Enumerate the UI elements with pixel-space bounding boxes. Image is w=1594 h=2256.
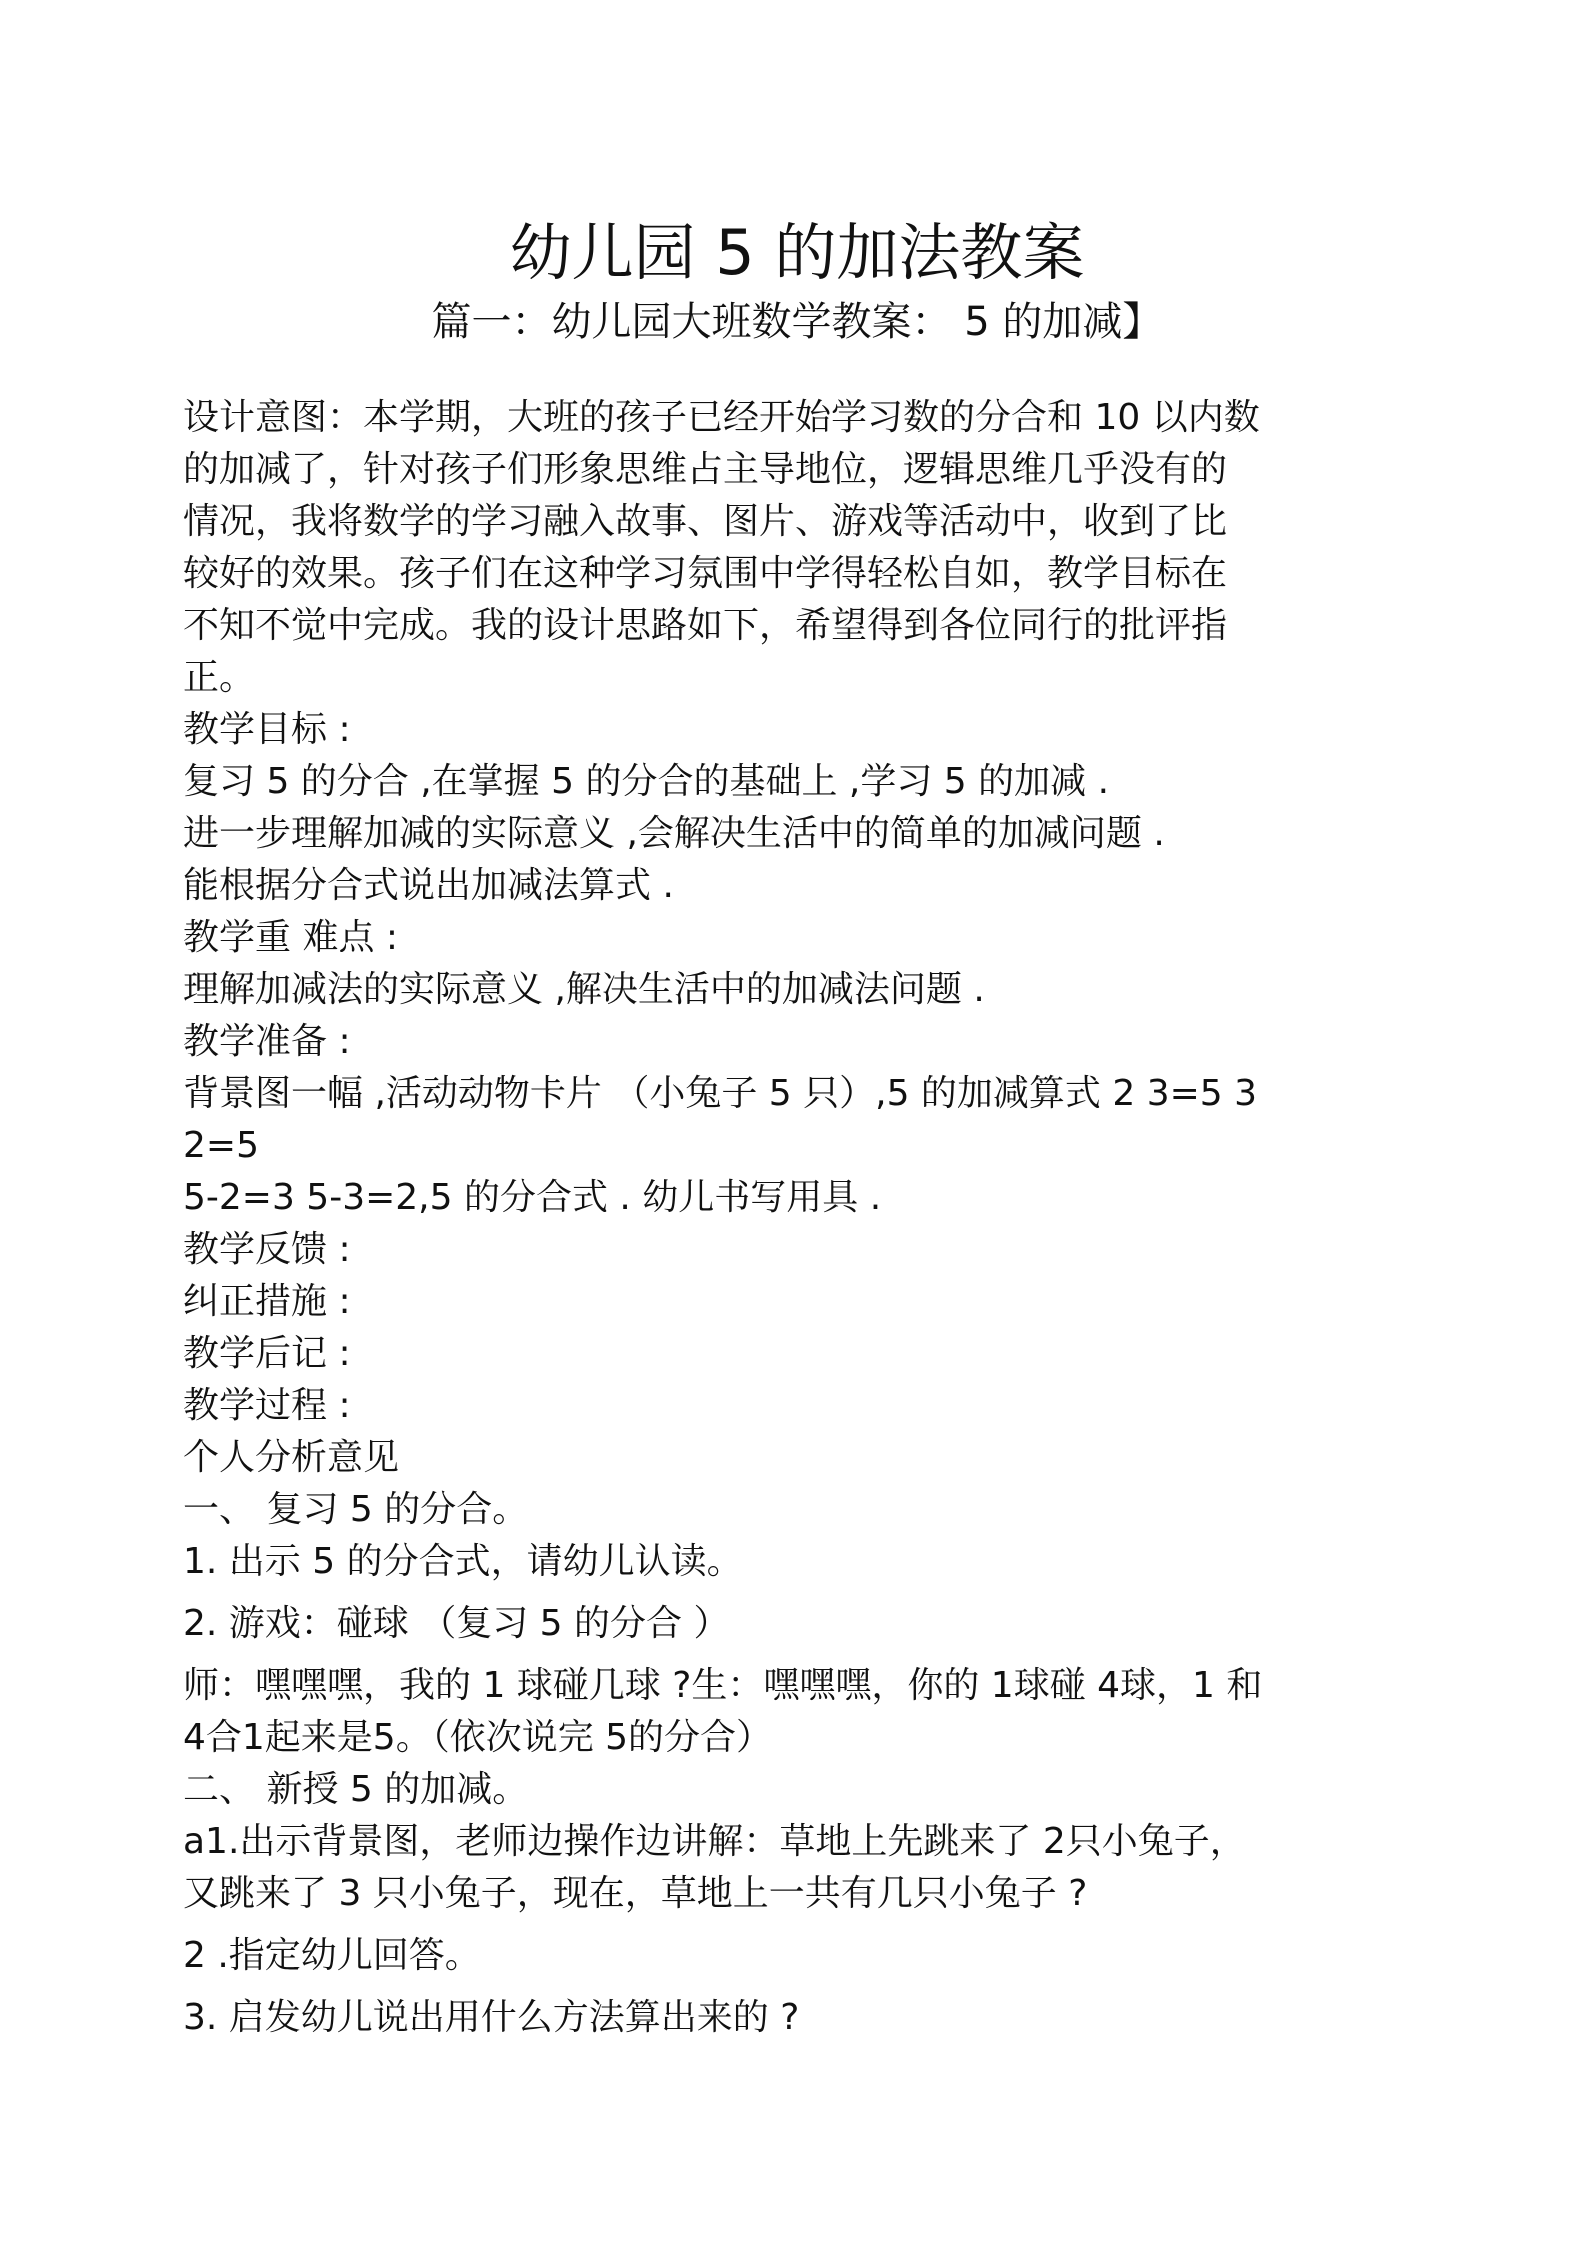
section-new-lesson-heading: 二、 新授 5 的加减。 bbox=[183, 1769, 529, 1810]
preparation-heading: 教学准备 : bbox=[183, 1021, 351, 1062]
dialog-line: 4合1起来是5。（依次说完 5的分合） bbox=[183, 1717, 773, 1758]
document-title: 幼儿园 5 的加法教案 bbox=[509, 216, 1085, 289]
text-line: 较好的效果。孩子们在这种学习氛围中学得轻松自如，教学目标在 bbox=[183, 553, 1228, 594]
step-answer: 2 .指定幼儿回答。 bbox=[183, 1935, 481, 1976]
document-subtitle: 篇一：幼儿园大班数学教案： 5 的加减】 bbox=[431, 299, 1163, 345]
goal-item: 能根据分合式说出加减法算式 . bbox=[183, 865, 674, 906]
preparation-line: 5-2=3 5-3=2,5 的分合式 . 幼儿书写用具 . bbox=[183, 1177, 882, 1218]
step-show-formula: 1. 出示 5 的分合式，请幼儿认读。 bbox=[183, 1541, 743, 1582]
correction-heading: 纠正措施 : bbox=[183, 1281, 351, 1322]
personal-analysis-heading: 个人分析意见 bbox=[183, 1437, 400, 1478]
text-line: 情况，我将数学的学习融入故事、图片、游戏等活动中，收到了比 bbox=[183, 501, 1228, 542]
text-line: 的加减了，针对孩子们形象思维占主导地位，逻辑思维几乎没有的 bbox=[183, 449, 1228, 490]
new-lesson-line: a1.出示背景图，老师边操作边讲解：草地上先跳来了 2只小兔子， bbox=[183, 1821, 1246, 1862]
preparation-line: 2=5 bbox=[183, 1125, 259, 1166]
postscript-heading: 教学后记 : bbox=[183, 1333, 351, 1374]
dialog-line: 师：嘿嘿嘿，我的 1 球碰几球 ?生：嘿嘿嘿，你的 1球碰 4球，1 和 bbox=[183, 1665, 1263, 1706]
key-points-text: 理解加减法的实际意义 ,解决生活中的加减法问题 . bbox=[183, 969, 985, 1010]
document-body bbox=[183, 392, 1423, 2044]
preparation-line: 背景图一幅 ,活动动物卡片 （小兔子 5 只）,5 的加减算式 2 3=5 3 bbox=[183, 1073, 1258, 1114]
step-game: 2. 游戏：碰球 （复习 5 的分合 ） bbox=[183, 1603, 730, 1644]
new-lesson-line: 又跳来了 3 只小兔子，现在，草地上一共有几只小兔子 ? bbox=[183, 1873, 1088, 1914]
feedback-heading: 教学反馈 : bbox=[183, 1229, 351, 1270]
process-heading: 教学过程 : bbox=[183, 1385, 351, 1426]
step-method: 3. 启发幼儿说出用什么方法算出来的 ? bbox=[183, 1997, 800, 2038]
text-line: 正。 bbox=[183, 657, 256, 698]
goal-item: 复习 5 的分合 ,在掌握 5 的分合的基础上 ,学习 5 的加减 . bbox=[183, 761, 1110, 802]
section-review-heading: 一、 复习 5 的分合。 bbox=[183, 1489, 529, 1530]
key-points-heading: 教学重 难点 : bbox=[183, 917, 399, 958]
text-line: 不知不觉中完成。我的设计思路如下，希望得到各位同行的批评指 bbox=[183, 605, 1228, 646]
text-line: 设计意图：本学期，大班的孩子已经开始学习数的分合和 10 以内数 bbox=[183, 397, 1260, 438]
goals-heading: 教学目标 : bbox=[183, 709, 351, 750]
goal-item: 进一步理解加减的实际意义 ,会解决生活中的简单的加减问题 . bbox=[183, 813, 1165, 854]
design-intent-paragraph bbox=[183, 392, 1423, 704]
